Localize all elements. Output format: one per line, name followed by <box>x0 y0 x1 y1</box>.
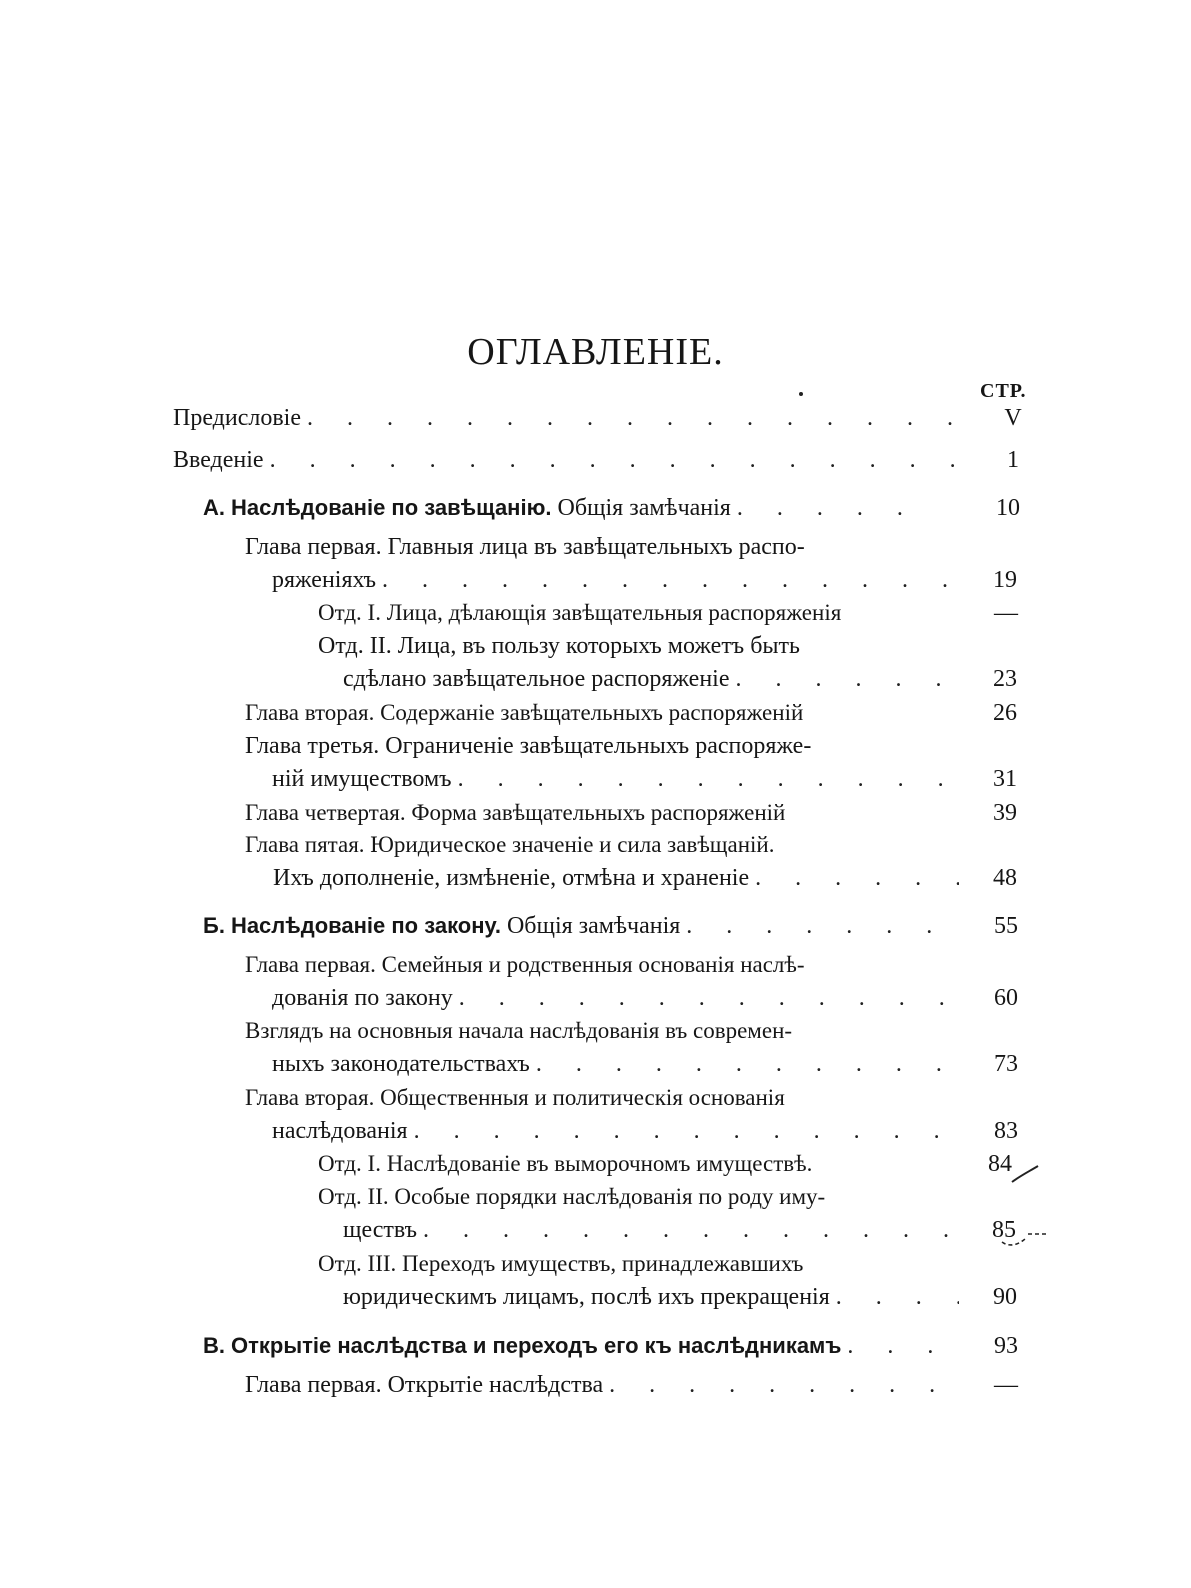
toc-entry-label: ществъ <box>343 1217 418 1243</box>
toc-entry-page: 1 <box>1007 447 1019 473</box>
toc-entry-introduction <box>173 447 963 481</box>
toc-entry-label: Глава первая. Семейныя и родственныя основанiя наслѣ- <box>245 952 805 977</box>
toc-entry-preface <box>173 405 963 439</box>
toc-entry-label: Глава третья. Ограниченiе завѣщательныхъ распоряже- <box>245 733 812 759</box>
toc-entry-page: 26 <box>993 700 1017 726</box>
toc-entry <box>245 733 965 767</box>
toc-entry <box>272 766 964 800</box>
toc-section-heading <box>203 913 680 940</box>
leader-dots <box>459 985 958 1012</box>
section-letter: В. <box>203 1333 225 1358</box>
toc-entry <box>318 633 968 667</box>
toc-section-heading <box>203 1333 841 1360</box>
handwritten-mark-icon <box>1000 1222 1050 1252</box>
toc-entry <box>273 865 965 899</box>
toc-entry-label: Отд. III. Переходъ имуществъ, принадлежавшихъ <box>318 1251 804 1276</box>
toc-entry <box>245 832 965 866</box>
section-subtitle: Общiя замѣчанiя <box>551 495 731 521</box>
toc-entry-page: 93 <box>994 1333 1018 1359</box>
handwritten-mark-icon <box>1008 1158 1058 1188</box>
toc-entry-label: нiй имуществомъ <box>272 766 452 792</box>
toc-entry-page: 31 <box>993 766 1017 792</box>
section-title: Открытiе наслѣдства и переходъ его къ наслѣдникамъ <box>231 1333 842 1358</box>
leader-dots <box>736 666 960 693</box>
leader-dots <box>423 1217 959 1244</box>
leader-dots <box>836 1284 959 1311</box>
toc-section-v <box>203 1333 965 1367</box>
toc-entry-label: Предисловie <box>173 405 302 431</box>
toc-entry-label: Ихъ дополненiе, измѣненiе, отмѣна и храненiе <box>273 865 750 891</box>
leader-dots <box>270 447 957 474</box>
toc-entry-label: наслѣдованiя <box>272 1118 408 1144</box>
toc-entry-page: 48 <box>993 865 1017 891</box>
leader-dots <box>609 1372 959 1399</box>
toc-section-a <box>203 495 928 529</box>
toc-entry-label: Отд. II. Лица, въ пользу которыхъ можетъ быть <box>318 633 800 659</box>
toc-entry-page: 83 <box>994 1118 1018 1144</box>
toc-entry <box>343 666 965 700</box>
toc-entry-page: V <box>1004 405 1022 431</box>
toc-entry-page: 73 <box>994 1051 1018 1077</box>
leader-dots <box>755 865 959 892</box>
page-column-header: СТР. <box>980 380 1027 402</box>
leader-dots <box>414 1118 958 1145</box>
toc-entry <box>343 1217 965 1251</box>
toc-entry-label: Глава вторая. Содержанiе завѣщательныхъ распоряженiй <box>245 700 804 725</box>
toc-entry <box>318 1151 968 1185</box>
leader-dots <box>458 766 958 793</box>
section-letter: А. <box>203 495 225 520</box>
toc-entry-page: 60 <box>994 985 1018 1011</box>
leader-dots <box>307 405 957 432</box>
toc-entry-label: Отд. I. Лица, дѣлающiя завѣщательныя распоряженiя <box>318 600 842 625</box>
toc-entry-page: 84 <box>988 1151 1012 1177</box>
toc-entry-page: 39 <box>993 800 1017 826</box>
toc-entry-label: юридическимъ лицамъ, послѣ ихъ прекращенiя <box>343 1284 830 1310</box>
toc-entry <box>343 1284 965 1318</box>
toc-entry-label: дованiя по закону <box>272 985 453 1011</box>
leader-dots <box>382 567 958 594</box>
toc-entry <box>272 1051 964 1085</box>
toc-entry <box>245 700 970 734</box>
toc-entry-label: Отд. I. Наслѣдованie въ выморочномъ имуществѣ. <box>318 1151 813 1176</box>
toc-entry <box>318 1184 968 1218</box>
leader-dots <box>536 1051 958 1078</box>
toc-entry-page: 10 <box>996 495 1020 521</box>
section-subtitle: Общiя замѣчанiя <box>500 913 681 939</box>
toc-entry <box>272 985 964 1019</box>
toc-entry-page: 85 <box>992 1217 1016 1243</box>
page-title: ОГЛАВЛЕНIЕ. <box>467 331 724 373</box>
toc-entry-page: 90 <box>993 1284 1017 1310</box>
toc-entry <box>272 1118 964 1152</box>
toc-entry <box>245 1372 965 1406</box>
toc-entry-page: — <box>994 1372 1018 1398</box>
toc-entry-label: ряженiяхъ <box>272 567 377 593</box>
toc-entry-label: Глава пятая. Юридическое значенiе и сила завѣщанiй. <box>245 832 775 857</box>
toc-entry-label: Введенie <box>173 447 264 473</box>
toc-entry <box>245 1018 970 1052</box>
toc-entry-label: Глава первая. Открытiе наслѣдства <box>245 1372 604 1398</box>
toc-entry <box>318 600 968 634</box>
toc-entry-page: 23 <box>993 666 1017 692</box>
leader-dots <box>686 913 959 940</box>
leader-dots <box>737 495 922 522</box>
toc-section-b <box>203 913 965 947</box>
toc-entry-label: Глава четвертая. Форма завѣщательныхъ распоряженiй <box>245 800 786 825</box>
section-title: Наслѣдованie по закону. <box>230 913 501 938</box>
toc-entry <box>245 534 965 568</box>
section-letter: Б. <box>203 913 225 938</box>
toc-entry-page: 19 <box>993 567 1017 593</box>
toc-entry-label: Взглядъ на основныя начала наслѣдованiя въ современ- <box>245 1018 793 1043</box>
toc-entry-label: сдѣлано завѣщательное распоряженiе <box>343 666 730 692</box>
toc-entry <box>245 952 970 986</box>
section-title: Наслѣдованie по завѣщанiю. <box>231 495 552 520</box>
toc-entry-page: 55 <box>994 913 1018 939</box>
toc-entry-label: Отд. II. Особые порядки наслѣдованiя по роду иму- <box>318 1184 826 1209</box>
toc-entry <box>318 1251 968 1285</box>
leader-dots <box>847 1333 959 1360</box>
toc-entry <box>245 800 970 834</box>
toc-section-heading <box>203 495 731 522</box>
toc-entry-label: ныхъ законодательствахъ <box>272 1051 530 1077</box>
toc-entry-label: Глава первая. Главныя лица въ завѣщательныхъ распо- <box>245 534 805 560</box>
toc-entry <box>272 567 964 601</box>
toc-entry <box>245 1085 970 1119</box>
toc-entry-page: — <box>994 600 1018 626</box>
toc-entry-label: Глава вторая. Общественныя и политическiя основанiя <box>245 1085 785 1110</box>
